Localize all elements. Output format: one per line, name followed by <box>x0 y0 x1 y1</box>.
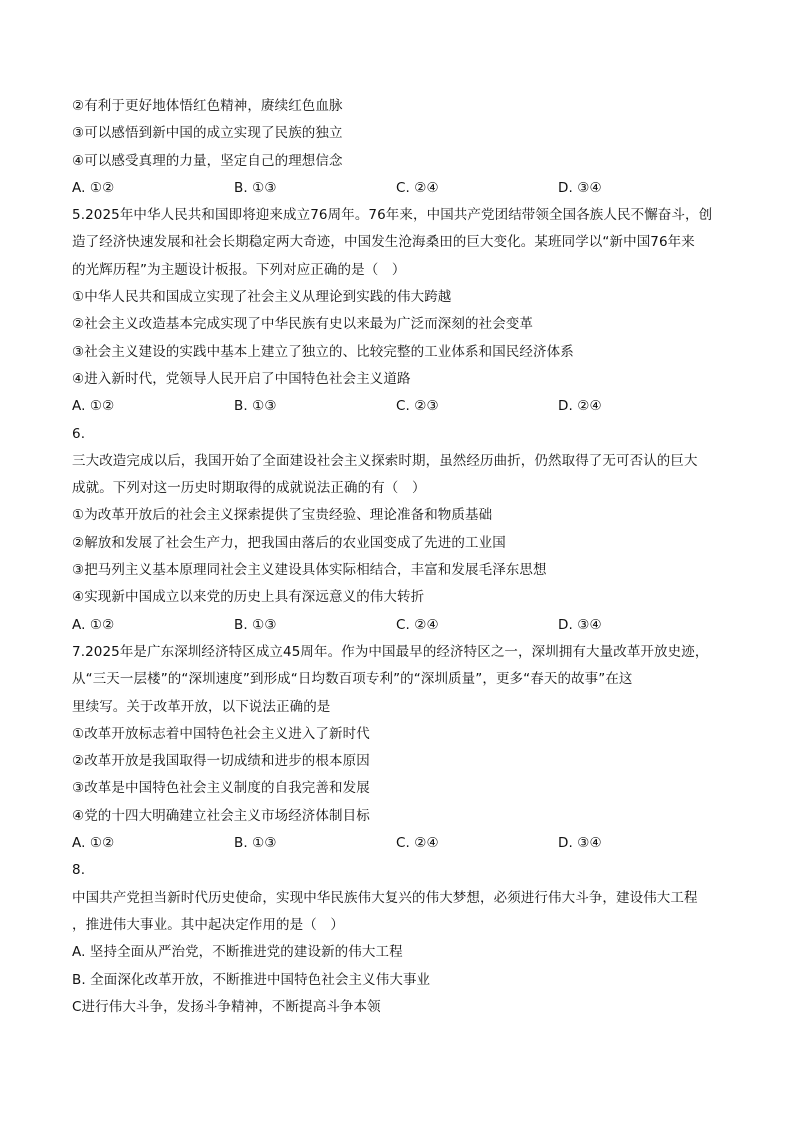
text-line: 中国共产党担当新时代历史使命，实现中华民族伟大复兴的伟大梦想，必须进行伟大斗争，建设伟大工程 <box>72 889 698 906</box>
answer-option: C. ②④ <box>396 835 439 852</box>
text-line: 5.2025年中华人民共和国即将迎来成立76周年。76年来，中国共产党团结带领全国各族人民不懈奋斗，创 <box>72 207 713 224</box>
answer-option: C. ②④ <box>396 616 439 633</box>
answer-option: A. ①② <box>72 835 115 852</box>
text-line: 从“三天一层楼”的“深圳速度”到形成“日均数百项专利”的“深圳质量”，更多“春天的故事”在这 <box>72 671 633 688</box>
answer-option: C. ②④ <box>396 179 439 196</box>
answer-option: D. ③④ <box>558 835 602 852</box>
text-line: 6. <box>72 425 86 442</box>
answer-option: D. ③④ <box>558 616 602 633</box>
text-line: C进行伟大斗争，发扬斗争精神，不断提高斗争本领 <box>72 998 381 1015</box>
text-line: ②有利于更好地体悟红色精神，赓续红色血脉 <box>72 98 343 114</box>
answer-option: A. ①② <box>72 398 115 415</box>
text-line: ，推进伟大事业。其中起决定作用的是（ ） <box>72 916 344 933</box>
text-line: ②社会主义改造基本完成实现了中华民族有史以来最为广泛而深刻的社会变革 <box>72 316 534 333</box>
text-line: ③社会主义建设的实践中基本上建立了独立的、比较完整的工业体系和国民经济体系 <box>72 343 574 360</box>
text-line: 里续写。关于改革开放，以下说法正确的是 <box>72 698 331 715</box>
text-line: A. 坚持全面从严治党，不断推进党的建设新的伟大工程 <box>72 944 403 961</box>
text-line: ③改革是中国特色社会主义制度的自我完善和发展 <box>72 780 370 797</box>
text-line: B. 全面深化改革开放，不断推进中国特色社会主义伟大事业 <box>72 971 431 988</box>
answer-option: B. ①③ <box>234 398 277 415</box>
answer-option: C. ②③ <box>396 398 439 415</box>
text-line: ①为改革开放后的社会主义探索提供了宝贵经验、理论准备和物质基础 <box>72 507 493 524</box>
text-line: ④党的十四大明确建立社会主义市场经济体制目标 <box>72 807 370 824</box>
text-line: 造了经济快速发展和社会长期稳定两大奇迹，中国发生沧海桑田的巨大变化。某班同学以“新中国76年来 <box>72 234 695 251</box>
text-line: ③可以感悟到新中国的成立实现了民族的独立 <box>72 125 343 142</box>
answer-options <box>72 830 724 857</box>
text-line: ④可以感受真理的力量，坚定自己的理想信念 <box>72 152 343 169</box>
answer-option: B. ①③ <box>234 179 277 196</box>
answer-options <box>72 393 724 420</box>
text-line: 成就。下列对这一历史时期取得的成就说法正确的有（ ） <box>72 480 426 497</box>
answer-option: B. ①③ <box>234 835 277 852</box>
answer-option: D. ③④ <box>558 179 602 196</box>
text-line: 8. <box>72 862 86 879</box>
answer-option: D. ②④ <box>558 398 602 415</box>
text-line: 三大改造完成以后，我国开始了全面建设社会主义探索时期，虽然经历曲折，仍然取得了无可否认的巨大 <box>72 452 698 469</box>
text-line: ③把马列主义基本原理同社会主义建设具体实际相结合，丰富和发展毛泽东思想 <box>72 562 547 579</box>
answer-option: A. ①② <box>72 616 115 633</box>
text-line: 7.2025年是广东深圳经济特区成立45周年。作为中国最早的经济特区之一，深圳拥有大量改革开放史迹， <box>72 643 709 660</box>
text-line: ②改革开放是我国取得一切成绩和进步的根本原因 <box>72 753 370 770</box>
text-line: ①中华人民共和国成立实现了社会主义从理论到实践的伟大跨越 <box>72 289 452 306</box>
answer-option: B. ①③ <box>234 616 277 633</box>
text-line: 的光辉历程”为主题设计板报。下列对应正确的是（ ） <box>72 261 406 278</box>
document-body <box>72 93 724 1021</box>
text-line: ①改革开放标志着中国特色社会主义进入了新时代 <box>72 725 370 742</box>
answer-options <box>72 612 724 639</box>
answer-option: A. ①② <box>72 179 115 196</box>
text-line: ②解放和发展了社会生产力，把我国由落后的农业国变成了先进的工业国 <box>72 534 506 551</box>
answer-options <box>72 175 724 202</box>
text-line: ④进入新时代，党领导人民开启了中国特色社会主义道路 <box>72 370 411 387</box>
text-line: ④实现新中国成立以来党的历史上具有深远意义的伟大转折 <box>72 589 425 606</box>
